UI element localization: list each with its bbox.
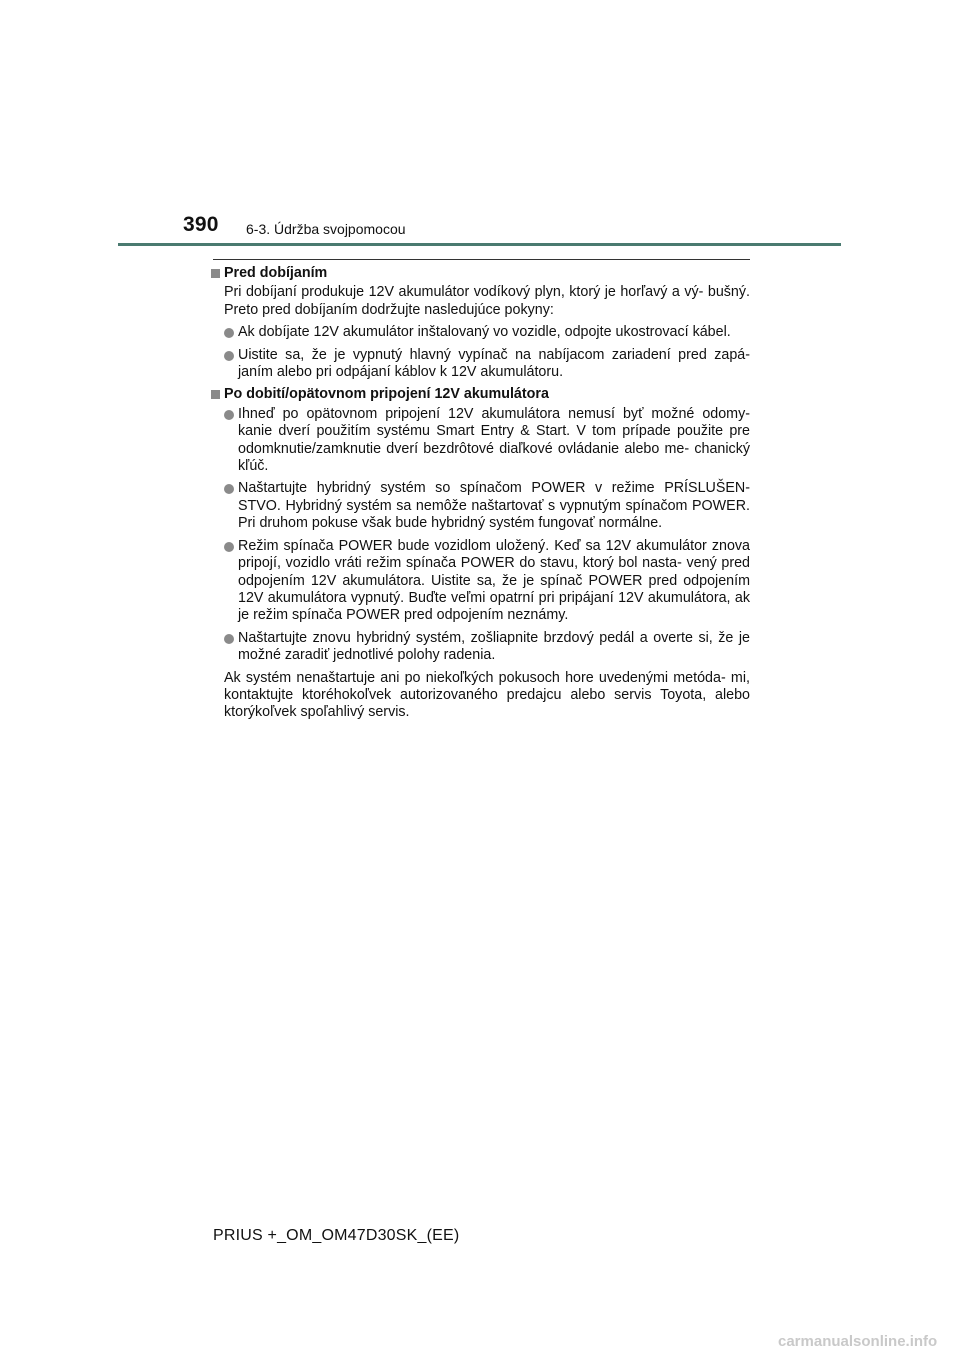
list-item (210, 480, 750, 532)
main-content (210, 265, 750, 727)
footer-doc-code: PRIUS +_OM_OM47D30SK_(EE) (213, 1227, 460, 1244)
list-item-text: Naštartujte hybridný systém so spínačom POWER v režime PRÍSLUŠEN- STVO. Hybridný systém sa nemôže naštartovať s vypnutým spínačom POWER. Pri druhom pokuse však bude hybridný systém fungovať normálne. (238, 480, 750, 532)
circle-bullet-icon (224, 634, 234, 644)
list-item-text: Uistite sa, že je vypnutý hlavný vypínač na nabíjacom zariadení pred zapá- janím alebo pri odpájaní káblov k 12V akumulátoru. (238, 346, 750, 381)
list-item-text: Ak dobíjate 12V akumulátor inštalovaný vo vozidle, odpojte ukostrovací kábel. (238, 324, 731, 341)
intro-paragraph: Pri dobíjaní produkuje 12V akumulátor vodíkový plyn, ktorý je horľavý a vý- bušný. Preto pred dobíjaním dodržujte nasledujúce pokyny: (224, 284, 750, 318)
section-heading (210, 386, 750, 403)
circle-bullet-icon (224, 484, 234, 494)
outro-paragraph: Ak systém nenaštartuje ani po niekoľkých pokusoch hore uvedenými metóda- mi, kontaktujte ktoréhokoľvek autorizovaného predajcu alebo servis Toyota, alebo ktorýkoľvek spoľahlivý servis. (224, 669, 750, 721)
circle-bullet-icon (224, 542, 234, 552)
section-after-recharging (210, 386, 750, 721)
square-bullet-icon (211, 269, 220, 278)
content-rule (213, 259, 750, 260)
heading-text: Po dobití/opätovnom pripojení 12V akumulátora (224, 386, 549, 403)
watermark: carmanualsonline.info (778, 1333, 938, 1350)
list-item (210, 630, 750, 665)
heading-text: Pred dobíjaním (224, 265, 328, 281)
list-item (210, 406, 750, 476)
circle-bullet-icon (224, 328, 234, 338)
list-item (210, 324, 750, 341)
section-heading (210, 265, 750, 282)
page-number: 390 (183, 213, 219, 236)
header-rule (118, 243, 841, 246)
list-item (210, 538, 750, 625)
section-before-charging (210, 265, 750, 381)
circle-bullet-icon (224, 410, 234, 420)
list-item-text: Režim spínača POWER bude vozidlom uložený. Keď sa 12V akumulátor znova pripojí, vozidlo vráti režim spínača POWER do stavu, ktorý bol nasta- vený pred odpojením 12V akumulátora. Uistite sa, že je spínač POWER pred odpojením 12V akumulátora vypnutý. Buďte veľmi opatrní pri pripájaní 12V akumulátora, ak je režim spínača POWER pred odpojením neznámy. (238, 537, 750, 624)
section-title: 6-3. Údržba svojpomocou (246, 221, 406, 237)
circle-bullet-icon (224, 351, 234, 361)
square-bullet-icon (211, 390, 220, 399)
list-item-text: Naštartujte znovu hybridný systém, zošliapnite brzdový pedál a overte si, že je možné zaradiť jednotlivé polohy radenia. (238, 629, 750, 664)
list-item (210, 347, 750, 382)
list-item-text: Ihneď po opätovnom pripojení 12V akumulátora nemusí byť možné odomy- kanie dverí použitím systému Smart Entry & Start. V tom prípade použite pre odomknutie/zamknutie dverí bezdrôtové diaľkové ovládanie alebo me- chanický kľúč. (238, 405, 750, 475)
